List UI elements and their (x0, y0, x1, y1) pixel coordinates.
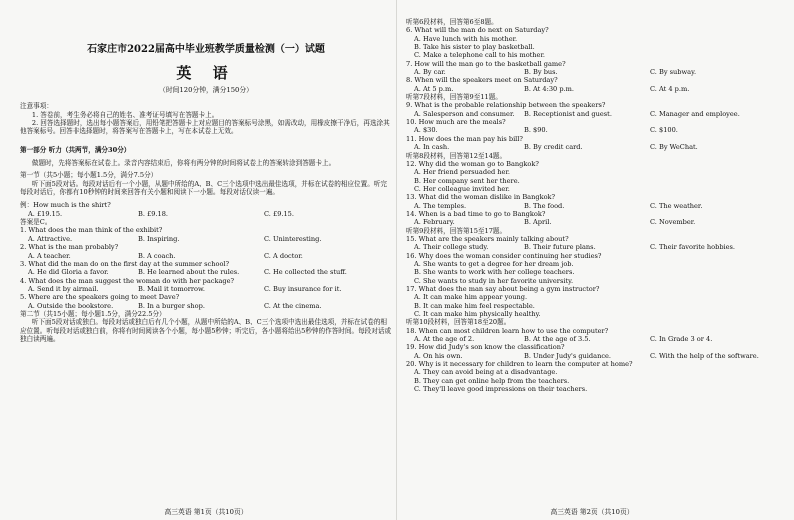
option-c: C. Manager and employee. (650, 109, 740, 118)
material-heading: 听第8段材料，回答第12至14题。 (406, 151, 507, 160)
notice-heading: 注意事项： (20, 102, 53, 111)
example-answer: 答案是C。 (20, 218, 52, 227)
option-a: A. Their college study. (414, 243, 489, 252)
option-b: B. In a burger shop. (138, 301, 205, 310)
question-2-options (20, 252, 392, 260)
question-options (406, 243, 778, 251)
question-options (406, 110, 778, 118)
option-a: A. At 5 p.m. (414, 84, 454, 93)
option-a: A. She wants to get a degree for her dream job. (414, 259, 574, 268)
question-4-options (20, 285, 392, 293)
option-c: C. In Grade 3 or 4. (650, 335, 713, 344)
option-a: A. £19.15. (28, 209, 63, 218)
left-page (20, 0, 392, 343)
option-c: C. At the cinema. (264, 301, 322, 310)
notice-1: 1. 答卷前，考生务必将自己的姓名、准考证号填写在答题卡上。 (31, 110, 219, 119)
question: 9. What is the probable relationship between the speakers? (406, 101, 606, 110)
option-c: C. Make a telephone call to his mother. (414, 51, 545, 60)
option-a: A. Send it by airmail. (28, 284, 99, 293)
option-a: A. Attractive. (28, 234, 73, 243)
question-4: 4. What does the man suggest the woman do with her package? (20, 276, 235, 285)
option-a: A. $30. (414, 126, 438, 135)
question-1: 1. What does the man think of the exhibit? (20, 226, 163, 235)
option-b: B. At 4:30 p.m. (524, 84, 574, 93)
option-b: B. It can make him feel respectable. (414, 301, 535, 310)
option-a: A. It can make him appear young. (414, 293, 528, 302)
option-c: C. She wants to study in her favorite university. (414, 276, 574, 285)
option-a: A. February. (414, 218, 455, 227)
material-heading: 听第9段材料，回答第15至17题。 (406, 226, 507, 235)
option-a: A. A teacher. (28, 251, 71, 260)
option-b: B. He learned about the rules. (138, 268, 240, 277)
question-3: 3. What did the man do on the first day at the summer school? (20, 259, 230, 268)
question-options (406, 143, 778, 151)
option-b: B. She wants to work with her college teachers. (414, 268, 575, 277)
time-limit: （时间120分钟，满分150分） (159, 86, 253, 94)
option-a: A. On his own. (414, 351, 463, 360)
option-b: B. At the age of 3.5. (524, 335, 591, 344)
question: 11. How does the man pay his bill? (406, 134, 523, 143)
option-a: A. The temples. (414, 201, 467, 210)
example-options (20, 210, 392, 218)
question-1-options (20, 235, 392, 243)
example-question: 例：How much is the shirt? (20, 201, 111, 210)
option-a: A. Salesperson and consumer. (414, 109, 515, 118)
question-options (406, 85, 778, 93)
question-3-options (20, 268, 392, 276)
option-c: C. Buy insurance for it. (264, 284, 342, 293)
option-b: B. By bus. (524, 68, 558, 77)
material-heading: 听第10段材料，回答第18至20题。 (406, 318, 511, 327)
option-b: B. Inspiring. (138, 234, 180, 243)
right-page (406, 18, 778, 393)
part1-heading: 第一部分 听力（共两节，满分30分） (20, 145, 131, 154)
section1-intro: 听下面5段对话。每段对话后有一个小题，从题中所给的A、B、C三个选项中选出最佳选项，并标在试卷的相应位置。听完每段对话后，你都有10秒钟的时间来回答有关小题和阅读下一小题。每段对话仅读一遍。 (20, 179, 388, 197)
question-options (406, 68, 778, 76)
question-5-options (20, 302, 392, 310)
option-c: C. $100. (650, 126, 678, 135)
option-b: B. They can get online help from the teachers. (414, 376, 570, 385)
option-b: B. The food. (524, 201, 565, 210)
option-c: C. Their favorite hobbies. (650, 243, 736, 252)
question-options (406, 335, 778, 343)
option-b: B. $90. (524, 126, 548, 135)
option-b: B. April. (524, 218, 552, 227)
question-options (406, 126, 778, 134)
question: 6. What will the man do next on Saturday? (406, 26, 549, 35)
option-a: A. Outside the bookstore. (28, 301, 114, 310)
exam-title: 石家庄市2022届高中毕业班教学质量检测（一）试题 (87, 44, 325, 55)
question-options (406, 202, 778, 210)
option-c: C. By subway. (650, 68, 697, 77)
question: 15. What are the speakers mainly talking about? (406, 234, 569, 243)
option-c: C. November. (650, 218, 696, 227)
option-a: A. By car. (414, 68, 446, 77)
option-c: C. It can make him physically healthy. (414, 310, 541, 319)
subject-title: 英 语 (176, 64, 236, 82)
material-heading: 听第6段材料，回答第6至8题。 (406, 18, 498, 26)
option-c: C. Her colleague invited her. (414, 184, 510, 193)
option-b: B. Under Judy's guidance. (524, 351, 612, 360)
section2-intro: 听下面5段对话或独白。每段对话或独白后有几个小题，从题中所给的A、B、C三个选项中选出最佳选项，并标在试卷的相应位置。听每段对话或独白前，你将有时间阅读各个小题，每小题5秒钟；听完后，各小题将给出5秒钟的作答时间。每段对话或独白读两遍。 (20, 318, 392, 343)
option-b: B. Receptionist and guest. (524, 109, 612, 118)
option-a: A. At the age of 2. (414, 335, 475, 344)
option-b: B. Their future plans. (524, 243, 596, 252)
question: 14. When is a bad time to go to Bangkok? (406, 209, 546, 218)
question: 19. How did Judy's son know the classification? (406, 343, 565, 352)
question-2: 2. What is the man probably? (20, 243, 119, 252)
option-b: B. Mail it tomorrow. (138, 284, 205, 293)
option-c: C. They'll leave good impressions on their teachers. (414, 385, 588, 394)
notice-2: 2. 回答选择题时，选出每小题答案后，用铅笔把答题卡上对应题目的答案标号涂黑，如需改动，用橡皮擦干净后，再选涂其他答案标号。回答非选择题时，将答案写在答题卡上，写在本试卷上无效。 (20, 119, 390, 136)
option-a: A. Her friend persuaded her. (414, 168, 510, 177)
question: 17. What does the man say about being a gym instructor? (406, 285, 600, 293)
page-fold-divider (396, 0, 397, 520)
page-footer-right: 高三英语 第2页（共10页） (550, 508, 634, 516)
option-c: C. He collected the stuff. (264, 268, 347, 277)
part1-intro: 做题时，先将答案标在试卷上。录音内容结束后，你将有两分钟的时间将试卷上的答案转涂到答题卡上。 (31, 159, 336, 168)
question: 7. How will the man go to the basketball game? (406, 59, 566, 68)
option-c: C. With the help of the software. (650, 351, 759, 360)
option-c: C. Uninteresting. (264, 234, 322, 243)
question: 18. When can most children learn how to use the computer? (406, 326, 609, 335)
question: 10. How much are the meals? (406, 118, 506, 127)
question: 16. Why does the woman consider continuing her studies? (406, 251, 602, 260)
option-c: C. At 4 p.m. (650, 84, 690, 93)
question-options (406, 352, 778, 360)
question-5: 5. Where are the speakers going to meet Dave? (20, 293, 180, 302)
option-c: C. A doctor. (264, 251, 303, 260)
question: 12. Why did the woman go to Bangkok? (406, 159, 539, 168)
option-c: C. £9.15. (264, 209, 294, 218)
option-b: B. A coach. (138, 251, 176, 260)
option-a: A. They can avoid being at a disadvantage. (414, 368, 558, 377)
option-a: A. In cash. (414, 143, 450, 152)
option-b: B. £9.18. (138, 209, 169, 218)
section2-heading: 第二节（共15小题；每小题1.5分，满分22.5分） (20, 309, 166, 318)
page-footer-left: 高三英语 第1页（共10页） (164, 508, 248, 516)
question: 13. What did the woman dislike in Bangkok? (406, 193, 556, 202)
option-c: C. The weather. (650, 201, 703, 210)
option-a: A. Have lunch with his mother. (414, 34, 518, 43)
option-c: C. By WeChat. (650, 143, 698, 152)
question: 8. When will the speakers meet on Saturday? (406, 76, 558, 85)
option-b: B. Her company sent her there. (414, 176, 520, 185)
question: 20. Why is it necessary for children to learn the computer at home? (406, 360, 633, 369)
option-a: A. He did Gloria a favor. (28, 268, 109, 277)
option-b: B. Take his sister to play basketball. (414, 43, 535, 52)
section1-heading: 第一节（共5小题；每小题1.5分，满分7.5分） (20, 171, 158, 180)
material-heading: 听第7段材料，回答第9至11题。 (406, 93, 502, 102)
option-b: B. By credit card. (524, 143, 583, 152)
question-options (406, 218, 778, 226)
